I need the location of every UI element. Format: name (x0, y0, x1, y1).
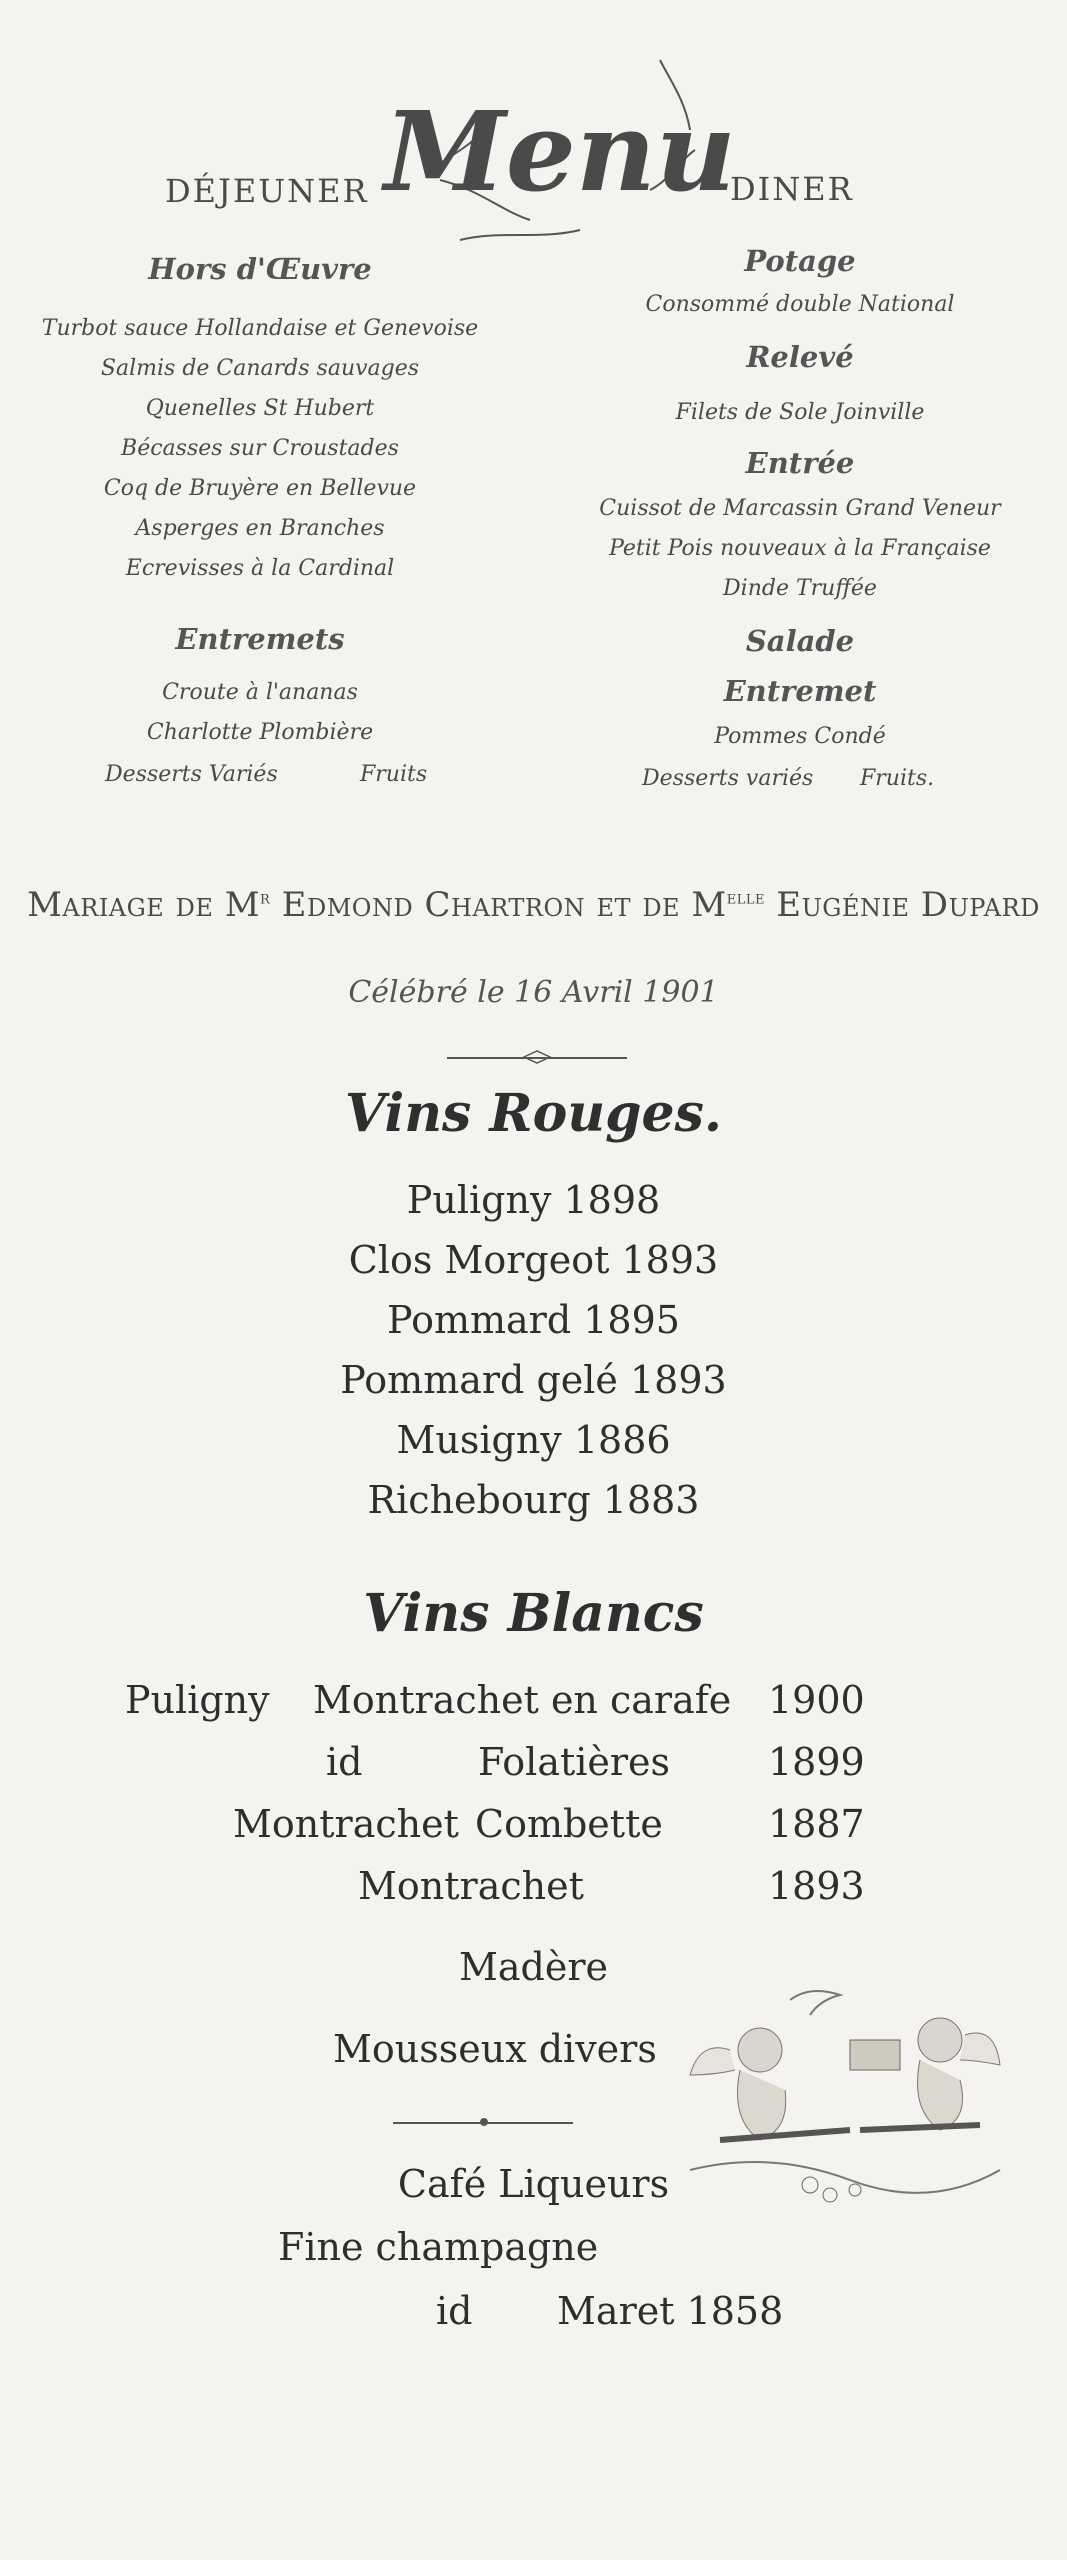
menu-item: Quenelles St Hubert (145, 396, 375, 421)
ornament-icon (474, 2114, 494, 2130)
menu-item: Salmis de Canards sauvages (100, 356, 420, 381)
wine-col1: Montrachet (233, 1802, 459, 1846)
wine-col1: id (326, 1740, 363, 1784)
mariage-line: Mariage de $M^r$ Edmond Chartron et de $M^{elle}$ Eugénie Dupard (27, 885, 1040, 925)
menu-item: Pommes Condé (714, 724, 886, 749)
potage-heading: Potage (744, 244, 856, 278)
svg-text:Menu: Menu (384, 87, 736, 216)
wine-year: 1887 (768, 1802, 865, 1846)
menu-item: Fruits (360, 762, 428, 787)
entree-heading: Entrée (745, 446, 855, 480)
wine-item: Puligny 1898 (406, 1178, 661, 1222)
vins-rouges-heading: Vins Rouges. (345, 1083, 722, 1144)
menu-item: Filets de Sole Joinville (675, 400, 925, 425)
menu-item: Petit Pois nouveaux à la Française (609, 536, 991, 561)
menu-item: Ecrevisses à la Cardinal (125, 556, 395, 581)
hors-doeuvre-heading: Hors d'Œuvre (148, 252, 372, 286)
wine-col1: Puligny (125, 1678, 270, 1722)
wine-year: 1899 (768, 1740, 865, 1784)
wine-col1: Montrachet (358, 1864, 584, 1908)
wine-item: Mousseux divers (333, 2027, 657, 2071)
menu-item: Desserts Variés (105, 762, 278, 787)
celebration-date: Célébré le 16 Avril 1901 (348, 975, 719, 1010)
menu-item: Desserts variés (642, 766, 814, 791)
wine-item: Fine champagne (278, 2225, 599, 2269)
wine-col2: Maret 1858 (557, 2289, 784, 2333)
wine-item: Richebourg 1883 (367, 1478, 700, 1522)
menu-item: Turbot sauce Hollandaise et Genevoise (41, 316, 479, 341)
wine-item: Pommard 1895 (387, 1298, 680, 1342)
wine-item: Musigny 1886 (396, 1418, 671, 1462)
menu-item: Coq de Bruyère en Bellevue (103, 476, 417, 501)
wine-year: 1893 (768, 1864, 865, 1908)
vins-blancs-heading: Vins Blancs (363, 1583, 704, 1644)
salade-heading: Salade (745, 624, 855, 658)
menu-item: Charlotte Plombière (146, 720, 374, 745)
menu-title-logo (384, 40, 736, 260)
wine-col2: Montrachet en carafe (313, 1678, 732, 1722)
entremets-heading: Entremets (175, 622, 345, 656)
wine-col2: Folatières (478, 1740, 671, 1784)
ornament-icon (522, 1049, 552, 1065)
wine-item: Café Liqueurs (397, 2162, 670, 2206)
menu-item: Bécasses sur Croustades (121, 436, 399, 461)
releve-heading: Relevé (746, 340, 854, 374)
menu-item: Fruits. (860, 766, 935, 791)
menu-item: Consommé double National (645, 292, 955, 317)
wine-col1: id (436, 2289, 473, 2333)
wine-col2: Combette (475, 1802, 663, 1846)
wine-item: Clos Morgeot 1893 (348, 1238, 719, 1282)
diner-title: DINER (730, 170, 854, 208)
wine-year: 1900 (768, 1678, 865, 1722)
menu-item: Asperges en Branches (135, 516, 385, 541)
dejeuner-title: DÉJEUNER (165, 172, 369, 210)
menu-item: Dinde Truffée (723, 576, 877, 601)
menu-item: Cuissot de Marcassin Grand Veneur (599, 496, 1001, 521)
wine-item: Pommard gelé 1893 (340, 1358, 727, 1402)
menu-item: Croute à l'ananas (162, 680, 358, 705)
wine-item: Madère (458, 1945, 609, 1989)
entremet-heading: Entremet (723, 674, 877, 708)
